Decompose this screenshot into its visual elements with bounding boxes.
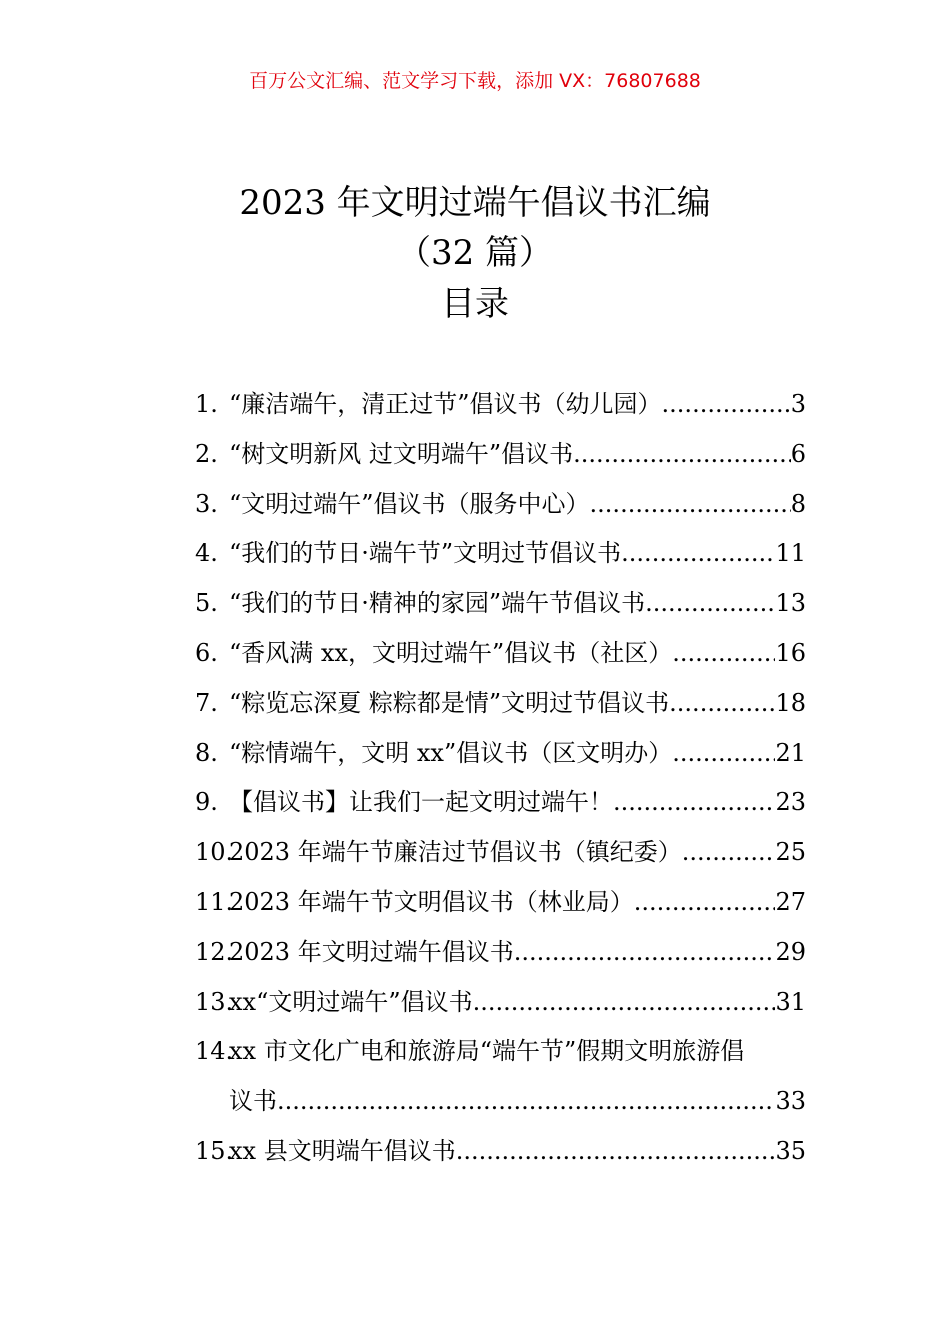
toc-leader-dots [514,928,776,978]
toc-item[interactable] [195,529,806,579]
toc-item-page: 25 [775,838,806,867]
toc-item[interactable] [195,480,806,530]
toc-item-page: 16 [775,638,806,667]
toc-item[interactable] [195,928,806,978]
toc-item[interactable] [195,978,806,1028]
toc-item-page: 23 [775,788,806,817]
toc-leader-dots [669,679,775,729]
toc-leader-dots [456,1127,776,1177]
toc-item[interactable] [195,778,806,828]
toc-item-number: 8. [195,738,218,767]
toc-item-page: 11 [775,539,806,568]
toc-item-page: 21 [775,738,806,767]
toc-item[interactable] [195,629,806,679]
document-title: 2023 年文明过端午倡议书汇编 [239,183,711,223]
toc-item-number: 1. [195,390,218,418]
toc-leader-dots [672,629,775,679]
toc-item[interactable] [195,579,806,629]
toc-item-page: 6 [790,439,806,468]
toc-item-title: “我们的节日·精神的家园”端午节倡议书 [229,589,646,618]
toc-leader-dots [645,579,775,629]
title-block [0,178,950,330]
toc-item-page: 27 [775,887,806,916]
toc-item-title: “香风满 xx，文明过端午”倡议书（社区） [229,638,673,667]
table-of-contents [195,380,806,1177]
toc-item[interactable] [195,679,806,729]
toc-item-number: 15. [195,1136,234,1165]
toc-item-title: “粽情端午，文明 xx”倡议书（区文明办） [229,738,673,767]
toc-item-page: 13 [775,589,806,618]
toc-item[interactable] [195,1127,806,1177]
toc-leader-dots [473,978,776,1028]
toc-leader-dots [277,1077,775,1127]
toc-leader-dots [613,778,775,828]
toc-item-page: 3 [790,390,806,418]
toc-item[interactable] [195,1027,806,1127]
toc-item-title-continued: 议书 [229,1087,277,1116]
toc-item-title: “文明过端午”倡议书（服务中心） [229,489,590,518]
toc-item-number: 7. [195,688,218,717]
toc-item-title: 2023 年端午节廉洁过节倡议书（镇纪委） [229,838,682,867]
toc-item[interactable] [195,878,806,928]
toc-item-title: “我们的节日·端午节”文明过节倡议书 [229,539,622,568]
toc-item-title: xx 县文明端午倡议书 [229,1136,456,1165]
toc-heading: 目录 [441,284,509,324]
toc-item-title: xx 市文化广电和旅游局“端午节”假期文明旅游倡 [229,1037,745,1066]
toc-item-page: 33 [775,1087,806,1116]
toc-item-title: “树文明新风 过文明端午”倡议书 [229,439,574,468]
toc-item[interactable] [195,380,806,430]
toc-item[interactable] [195,828,806,878]
toc-item-number: 9. [195,788,218,817]
toc-item-title: 2023 年端午节文明倡议书（林业局） [229,887,634,916]
toc-item-number: 3. [195,489,218,518]
toc-item-page: 8 [790,489,806,518]
toc-item-number: 5. [195,589,218,618]
toc-item-number: 13. [195,987,234,1016]
toc-item-title: “粽览忘深夏 粽粽都是情”文明过节倡议书 [229,688,670,717]
toc-item-title: 2023 年文明过端午倡议书 [229,937,514,966]
toc-item-number: 14. [195,1037,234,1066]
toc-item-title: xx“文明过端午”倡议书 [229,987,473,1016]
toc-item-number: 12. [195,937,234,966]
toc-leader-dots [621,529,775,579]
toc-item-number: 11. [195,887,234,916]
toc-item-page: 35 [775,1136,806,1165]
toc-item-number: 4. [195,539,218,568]
toc-item-number: 6. [195,638,218,667]
document-subtitle: （32 篇） [396,233,554,273]
toc-item-number: 10. [195,838,234,867]
toc-item-title: “廉洁端午，清正过节”倡议书（幼儿园） [229,390,662,418]
toc-leader-dots [682,828,776,878]
toc-item[interactable] [195,729,806,779]
toc-leader-dots [590,480,791,530]
toc-leader-dots [634,878,776,928]
toc-item-title: 【倡议书】让我们一起文明过端午！ [229,788,613,817]
toc-item-number: 2. [195,439,218,468]
toc-leader-dots [573,430,791,480]
toc-item[interactable] [195,430,806,480]
toc-item-page: 18 [775,688,806,717]
toc-leader-dots [662,380,791,430]
toc-leader-dots [672,729,775,779]
toc-item-page: 31 [775,987,806,1016]
toc-item-page: 29 [775,937,806,966]
header-note: 百万公文汇编、范文学习下载，添加 VX：76807688 [249,70,701,92]
